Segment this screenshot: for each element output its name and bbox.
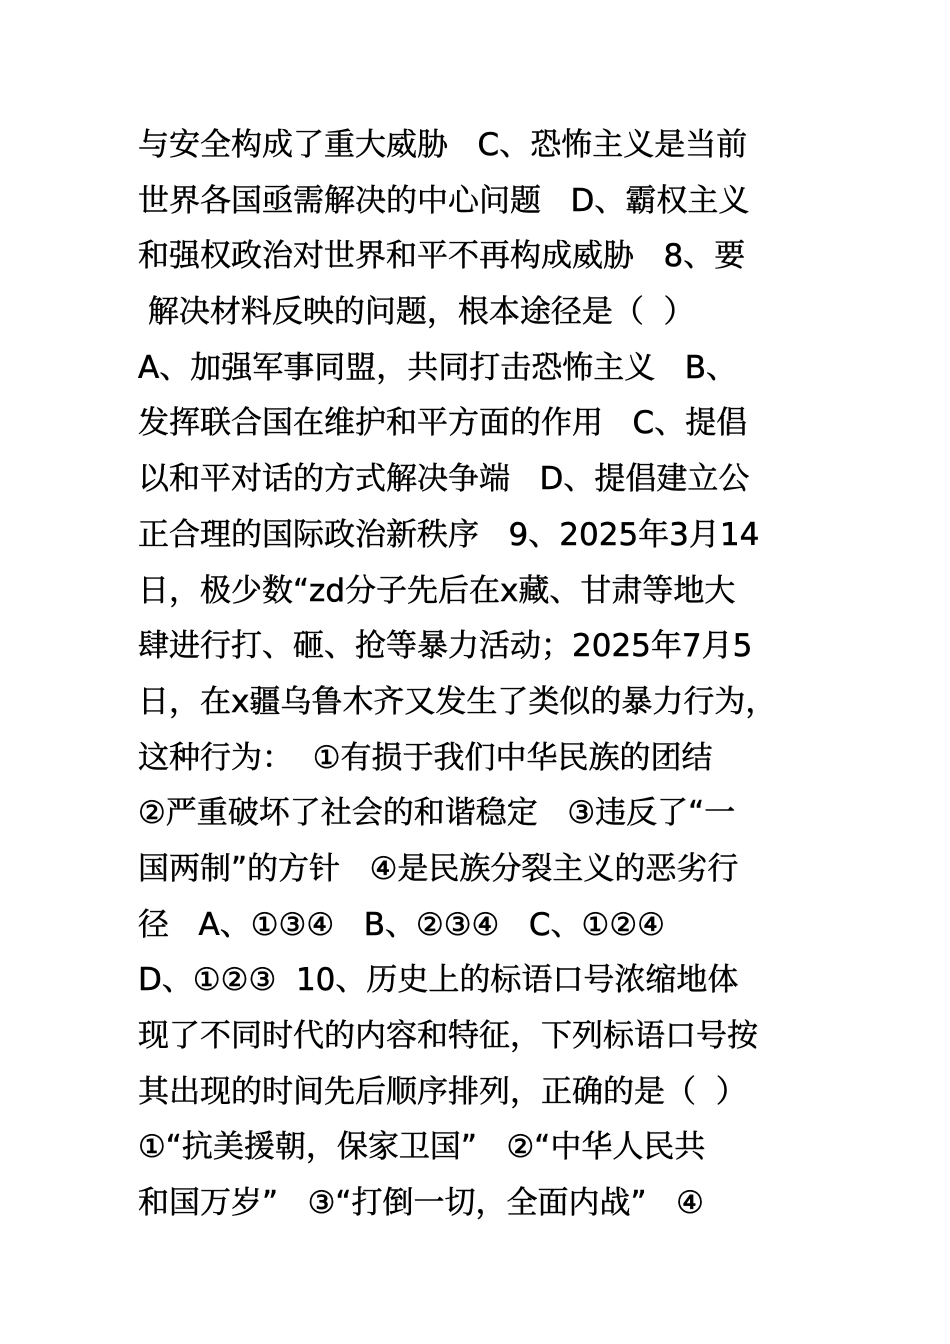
text-line-17: 现了不同时代的内容和特征，下列标语口号按	[138, 1018, 758, 1054]
text-line-14: 国两制”的方针 ④是民族分裂主义的恶劣行	[138, 850, 739, 887]
text-line-12: 这种行为： ①有损于我们中华民族的团结	[138, 739, 713, 776]
document-text	[138, 118, 838, 1232]
text-line-1: 与安全构成了重大威胁 C、恐怖主义是当前	[138, 127, 748, 163]
text-line-10: 肆进行打、砸、抢等暴力活动；2025年7月5	[138, 628, 753, 665]
text-line-6: 发挥联合国在维护和平方面的作用 C、提倡	[138, 405, 748, 442]
text-line-16: D、①②③ 10、历史上的标语口号浓缩地体	[138, 962, 739, 999]
text-line-2: 世界各国亟需解决的中心问题 D、霸权主义	[138, 182, 750, 219]
text-line-9: 日，极少数“zd分子先后在x藏、甘肃等地大	[138, 572, 736, 609]
text-line-5: A、加强军事同盟，共同打击恐怖主义 B、	[138, 349, 738, 386]
text-line-7: 以和平对话的方式解决争端 D、提倡建立公	[138, 461, 750, 498]
text-line-3: 和强权政治对世界和平不再构成威胁 8、要	[138, 238, 746, 275]
text-line-4: 解决材料反映的问题，根本途径是（ ）	[138, 294, 695, 331]
text-line-11: 日，在x疆乌鲁木齐又发生了类似的暴力行为，	[138, 683, 777, 720]
text-line-19: ①“抗美援朝，保家卫国” ②“中华人民共	[138, 1129, 706, 1166]
text-line-13: ②严重破坏了社会的和谐稳定 ③违反了“一	[138, 795, 736, 832]
text-line-20: 和国万岁” ③“打倒一切，全面内战” ④	[138, 1185, 704, 1222]
text-line-18: 其出现的时间先后顺序排列，正确的是（ ）	[138, 1073, 747, 1110]
text-line-8: 正合理的国际政治新秩序 9、2025年3月14	[138, 516, 760, 553]
text-line-15: 径 A、①③④ B、②③④ C、①②④	[138, 906, 665, 943]
